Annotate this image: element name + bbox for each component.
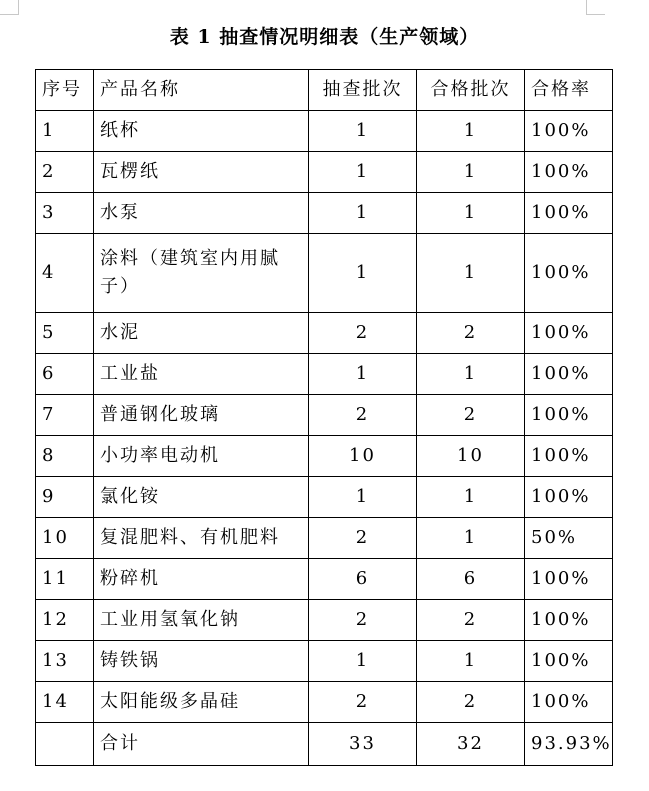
table-row [36, 436, 613, 477]
table-row [36, 395, 613, 436]
table-row [36, 559, 613, 600]
cell-sampled: 2 [309, 682, 417, 723]
cell-name: 水泵 [94, 193, 309, 234]
cell-no: 11 [36, 559, 94, 600]
cell-sampled: 1 [309, 111, 417, 152]
cell-rate: 100% [525, 111, 613, 152]
cell-sampled: 2 [309, 600, 417, 641]
cell-no: 13 [36, 641, 94, 682]
table-row [36, 600, 613, 641]
cell-no: 14 [36, 682, 94, 723]
cell-passed: 1 [417, 111, 525, 152]
cell-name: 水泥 [94, 313, 309, 354]
total-passed: 32 [417, 723, 525, 766]
cell-passed: 2 [417, 395, 525, 436]
cell-name: 纸杯 [94, 111, 309, 152]
header-sampled: 抽查批次 [309, 70, 417, 111]
cell-sampled: 1 [309, 234, 417, 313]
page-corner-mark-right [586, 0, 605, 15]
cell-sampled: 2 [309, 395, 417, 436]
cell-sampled: 2 [309, 518, 417, 559]
page-corner-mark-left [0, 0, 19, 15]
cell-passed: 2 [417, 313, 525, 354]
inspection-detail-table [35, 69, 613, 766]
cell-sampled: 1 [309, 354, 417, 395]
cell-no: 6 [36, 354, 94, 395]
cell-passed: 1 [417, 477, 525, 518]
cell-passed: 1 [417, 354, 525, 395]
cell-name: 铸铁锅 [94, 641, 309, 682]
cell-rate: 100% [525, 152, 613, 193]
cell-sampled: 1 [309, 152, 417, 193]
table-row [36, 641, 613, 682]
cell-sampled: 10 [309, 436, 417, 477]
cell-rate: 100% [525, 641, 613, 682]
cell-no: 2 [36, 152, 94, 193]
table-row [36, 682, 613, 723]
cell-sampled: 1 [309, 477, 417, 518]
cell-name: 工业用氢氧化钠 [94, 600, 309, 641]
cell-rate: 100% [525, 559, 613, 600]
cell-no: 10 [36, 518, 94, 559]
cell-passed: 1 [417, 518, 525, 559]
cell-name: 太阳能级多晶硅 [94, 682, 309, 723]
total-label: 合计 [94, 723, 309, 766]
cell-rate: 100% [525, 234, 613, 313]
cell-name: 涂料（建筑室内用腻子） [94, 234, 309, 313]
total-no-empty [36, 723, 94, 766]
cell-passed: 1 [417, 193, 525, 234]
table-row [36, 313, 613, 354]
cell-name: 普通钢化玻璃 [94, 395, 309, 436]
cell-name: 复混肥料、有机肥料 [94, 518, 309, 559]
cell-rate: 100% [525, 477, 613, 518]
cell-name: 瓦楞纸 [94, 152, 309, 193]
cell-name: 氯化铵 [94, 477, 309, 518]
cell-name: 工业盐 [94, 354, 309, 395]
total-sampled: 33 [309, 723, 417, 766]
table-row [36, 354, 613, 395]
header-passed: 合格批次 [417, 70, 525, 111]
cell-passed: 6 [417, 559, 525, 600]
cell-passed: 1 [417, 234, 525, 313]
cell-sampled: 2 [309, 313, 417, 354]
cell-no: 8 [36, 436, 94, 477]
cell-passed: 1 [417, 152, 525, 193]
header-name: 产品名称 [94, 70, 309, 111]
cell-no: 3 [36, 193, 94, 234]
cell-no: 12 [36, 600, 94, 641]
cell-passed: 10 [417, 436, 525, 477]
table-row [36, 193, 613, 234]
cell-passed: 2 [417, 600, 525, 641]
cell-rate: 100% [525, 354, 613, 395]
table-row [36, 518, 613, 559]
table-total-row [36, 723, 613, 766]
table-row [36, 111, 613, 152]
cell-sampled: 6 [309, 559, 417, 600]
cell-no: 9 [36, 477, 94, 518]
cell-no: 4 [36, 234, 94, 313]
cell-no: 5 [36, 313, 94, 354]
cell-rate: 100% [525, 436, 613, 477]
table-row [36, 152, 613, 193]
table-title: 表 1 抽查情况明细表（生产领域） [169, 26, 480, 48]
cell-rate: 100% [525, 193, 613, 234]
cell-no: 1 [36, 111, 94, 152]
table-row [36, 477, 613, 518]
cell-passed: 1 [417, 641, 525, 682]
table-header-row [36, 70, 613, 111]
cell-rate: 100% [525, 600, 613, 641]
cell-rate: 100% [525, 682, 613, 723]
cell-rate: 100% [525, 313, 613, 354]
header-no: 序号 [36, 70, 94, 111]
cell-rate: 100% [525, 395, 613, 436]
cell-sampled: 1 [309, 641, 417, 682]
total-rate: 93.93% [525, 723, 613, 766]
cell-rate: 50% [525, 518, 613, 559]
table-row [36, 234, 613, 313]
cell-name: 小功率电动机 [94, 436, 309, 477]
cell-passed: 2 [417, 682, 525, 723]
cell-name: 粉碎机 [94, 559, 309, 600]
cell-no: 7 [36, 395, 94, 436]
cell-sampled: 1 [309, 193, 417, 234]
header-rate: 合格率 [525, 70, 613, 111]
